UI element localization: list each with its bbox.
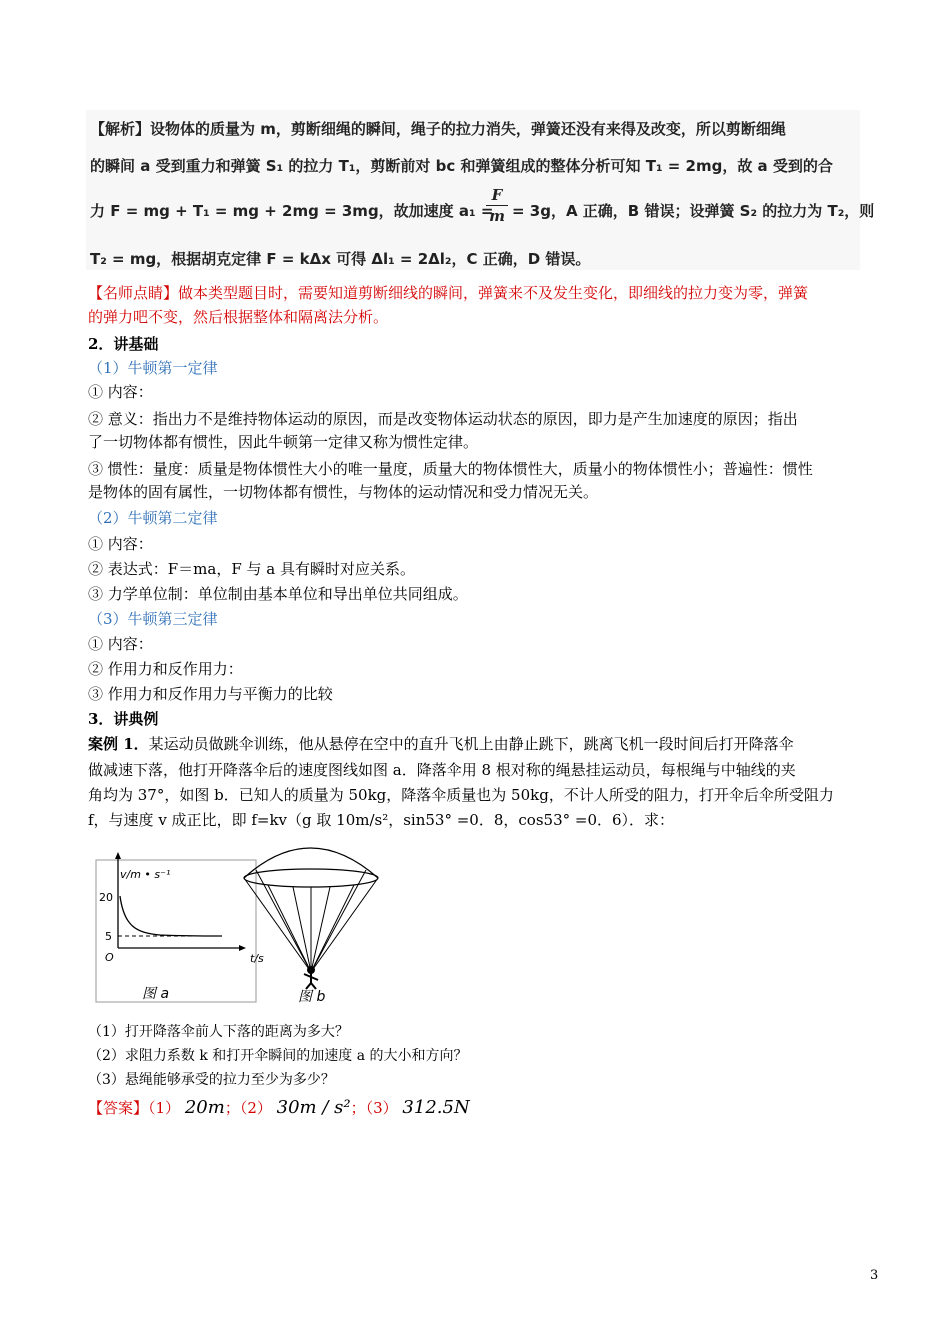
answer-part-3-label: ；（3） xyxy=(350,1099,398,1117)
law-3-item-1: ① 内容： xyxy=(88,635,153,653)
teacher-tip-line-1: 【名师点睛】做本类型题目时，需要知道剪断细线的瞬间，弹簧来不及发生变化，即细线的拉力变为零，弹簧 xyxy=(88,284,809,302)
suspension-lines xyxy=(244,870,378,972)
question-1: （1）打开降落伞前人下落的距离为多大？ xyxy=(88,1024,349,1040)
law-1-item-2b: 了一切物体都有惯性，因此牛顿第一定律又称为惯性定律。 xyxy=(88,433,479,451)
jumper-icon xyxy=(304,967,318,989)
answer-part-1-label: （1） xyxy=(148,1099,181,1117)
law-2-heading: （2）牛顿第二定律 xyxy=(88,509,218,527)
answer-label: 【答案】 xyxy=(88,1099,149,1117)
law-2-item-1: ① 内容： xyxy=(88,535,153,553)
section-2-heading: 2．讲基础 xyxy=(88,335,159,353)
law-1-item-3a: ③ 惯性：量度：质量是物体惯性大小的唯一量度，质量大的物体惯性大，质量小的物体惯性小；普遍性：惯性 xyxy=(88,460,813,478)
law-1-heading: （1）牛顿第一定律 xyxy=(88,359,218,377)
analysis-line-4: T₂ = mg，根据胡克定律 F = kΔx 可得 Δl₁ = 2Δl₂，C 正确，D 错误。 xyxy=(90,250,591,268)
answer-value-1: 20m xyxy=(184,1097,225,1118)
case-line-2: 做减速下落，他打开降落伞后的速度图线如图 a．降落伞用 8 根对称的绳悬挂运动员，每根绳与中轴线的夹 xyxy=(88,761,796,779)
teacher-tip-line-2: 的弹力吧不变，然后根据整体和隔离法分析。 xyxy=(88,308,389,326)
analysis-line-1: 【解析】设物体的质量为 m，剪断细绳的瞬间，绳子的拉力消失，弹簧还没有来得及改变，所以剪断细绳 xyxy=(90,120,786,138)
velocity-curve xyxy=(120,896,222,936)
law-1-item-2a: ② 意义：指出力不是维持物体运动的原因，而是改变物体运动状态的原因，即力是产生加速度的原因；指出 xyxy=(88,410,798,428)
y-tick-5: 5 xyxy=(105,930,112,943)
y-axis-label: v/m • s⁻¹ xyxy=(120,868,171,881)
origin-label: O xyxy=(105,951,114,964)
answer-value-3: 312.5N xyxy=(402,1097,470,1118)
acceleration-fraction xyxy=(486,186,508,225)
question-3: （3）悬绳能够承受的拉力至少为多少？ xyxy=(88,1072,335,1088)
law-3-item-3: ③ 作用力和反作用力与平衡力的比较 xyxy=(88,685,333,703)
figure-a-frame xyxy=(96,860,256,1002)
analysis-line-2: 的瞬间 a 受到重力和弹簧 S₁ 的拉力 T₁，剪断前对 bc 和弹簧组成的整体分析可知 T₁ = 2mg，故 a 受到的合 xyxy=(90,157,833,175)
canopy xyxy=(244,848,378,878)
fraction-numerator: F xyxy=(491,186,503,204)
analysis-line-3b: = 3g，A 正确，B 错误；设弹簧 S₂ 的拉力为 T₂，则 xyxy=(512,202,875,220)
law-3-item-2: ② 作用力和反作用力： xyxy=(88,660,243,678)
law-2-item-2: ② 表达式：F＝ma，F 与 a 具有瞬时对应关系。 xyxy=(88,560,415,578)
question-2: （2）求阻力系数 k 和打开伞瞬间的加速度 a 的大小和方向？ xyxy=(88,1048,468,1064)
law-2-item-3: ③ 力学单位制：单位制由基本单位和导出单位共同组成。 xyxy=(88,585,468,603)
fraction-bar xyxy=(486,205,508,206)
case-line-4: f，与速度 v 成正比，即 f=kv（g 取 10m/s²，sin53° =0．8，cos53° =0．6）．求： xyxy=(88,811,675,829)
figure-b-caption: 图 b xyxy=(298,989,326,1005)
section-3-heading: 3．讲典例 xyxy=(88,710,159,728)
answer-value-2: 30m / s² xyxy=(276,1097,351,1118)
figure-a-caption: 图 a xyxy=(142,986,170,1002)
law-1-item-1: ① 内容： xyxy=(88,383,153,401)
y-tick-20: 20 xyxy=(99,891,113,904)
case-line-1 xyxy=(88,734,794,754)
analysis-line-3a: 力 F = mg + T₁ = mg + 2mg = 3mg，故加速度 a₁ = xyxy=(90,202,494,220)
page-number: 3 xyxy=(870,1268,879,1283)
fraction-denominator: m xyxy=(489,207,505,225)
x-axis-label: t/s xyxy=(250,952,264,965)
answer-part-2-label: ；（2） xyxy=(224,1099,272,1117)
y-axis-arrow-icon xyxy=(115,852,121,859)
law-1-item-3b: 是物体的固有属性，一切物体都有惯性，与物体的运动情况和受力情况无关。 xyxy=(88,483,599,501)
case-label: 案例 1． xyxy=(88,735,149,753)
law-3-heading: （3）牛顿第三定律 xyxy=(88,610,218,628)
figure-b-parachute xyxy=(238,838,388,1008)
case-line-3: 角均为 37°，如图 b．已知人的质量为 50kg，降落伞质量也为 50kg，不计人所受的阻力，打开伞后伞所受阻力 xyxy=(88,786,834,804)
case-text-1: 某运动员做跳伞训练，他从悬停在空中的直升飞机上由静止跳下，跳离飞机一段时间后打开降落伞 xyxy=(148,735,794,753)
answer-line xyxy=(88,1098,470,1118)
